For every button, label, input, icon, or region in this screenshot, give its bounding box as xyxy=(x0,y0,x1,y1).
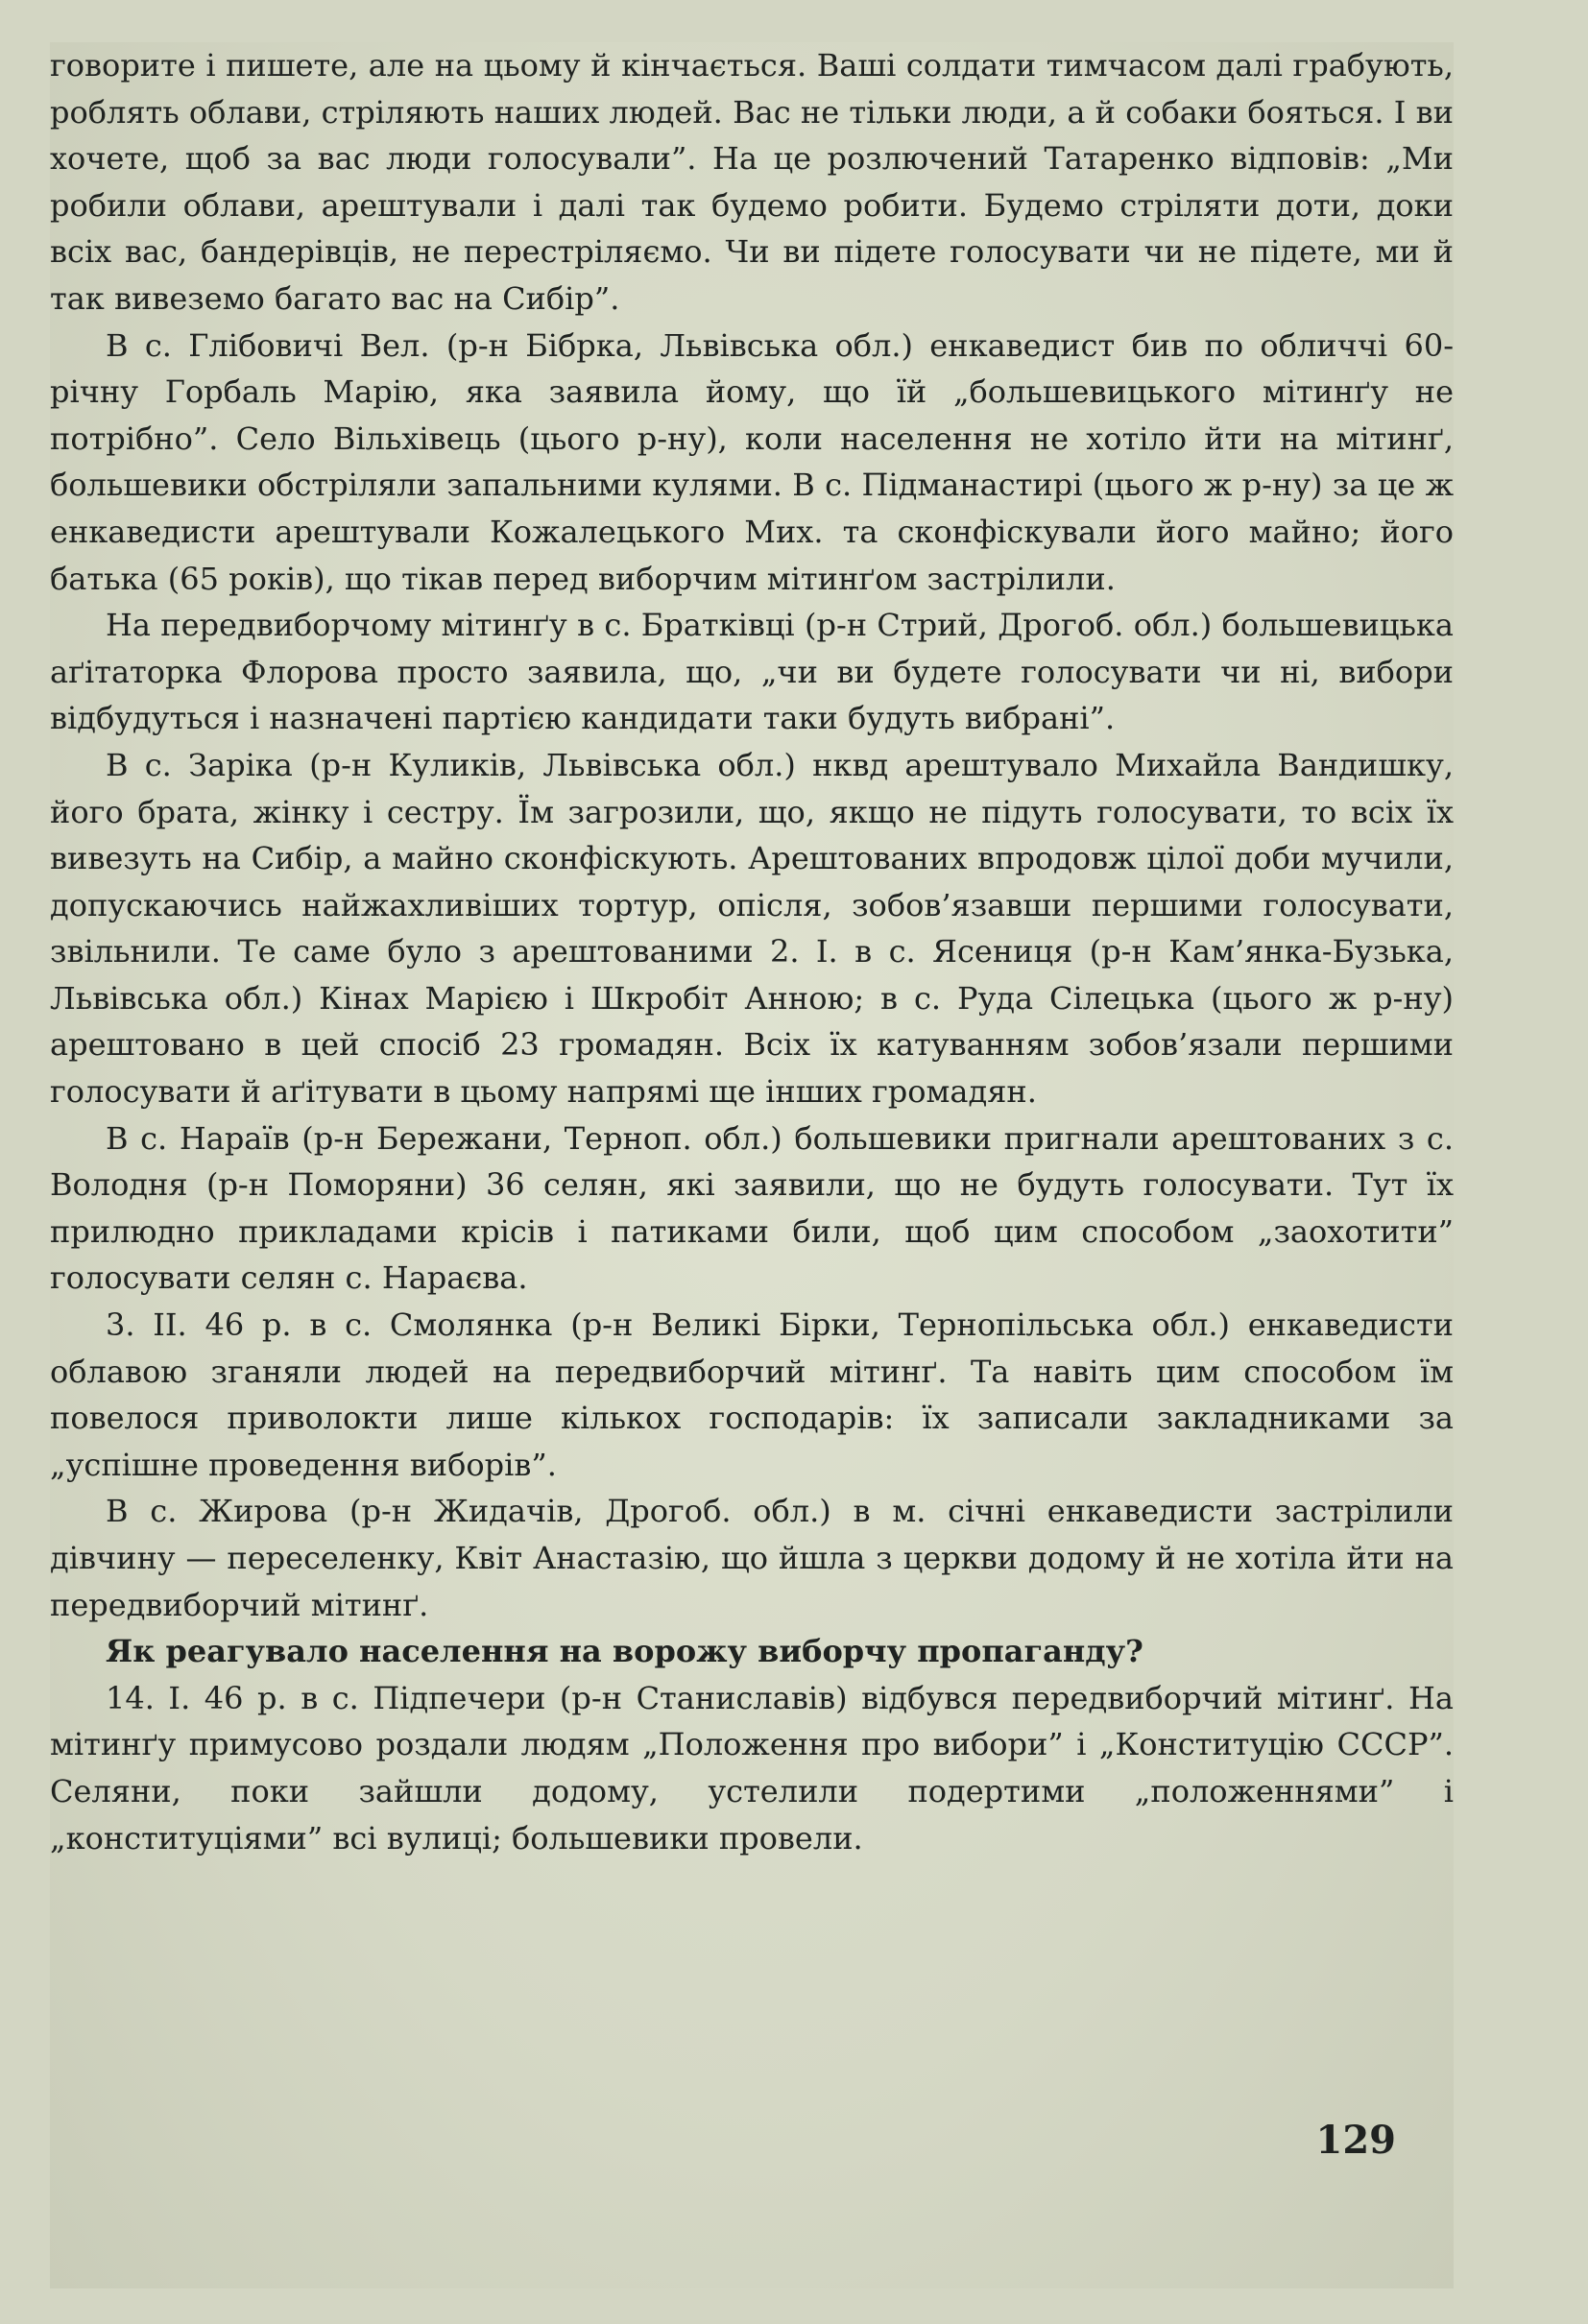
paragraph-3: На передвиборчому мітинґу в с. Братківці (р-н Стрий, Дрогоб. обл.) большевицька аґітаторка Флорова просто заявила, що, „чи ви будете голосувати чи ні, вибори відбудуться і назначені партією кандидати таки будуть вибрані”. xyxy=(50,607,1454,737)
book-page xyxy=(50,42,1454,2288)
paragraph-7: В с. Жирова (р-н Жидачів, Дрогоб. обл.) в м. січні енкаведисти застрілили дівчину — переселенку, Квіт Анастазію, що йшла з церкви додому й не хотіла йти на передвиборчий мітинґ. xyxy=(50,1493,1454,1623)
body-text xyxy=(50,42,1454,1861)
paragraph-6: 3. ІІ. 46 р. в с. Смолянка (р-н Великі Бірки, Тернопільська обл.) енкаведисти облавою зганяли людей на передвиборчий мітинґ. Та навіть цим способом їм повелося приволокти лише кількох господарів: їх записали закладниками за „успішне проведення виборів”. xyxy=(50,1306,1454,1483)
page-number: 129 xyxy=(1315,2118,1396,2163)
paragraph-2: В с. Глібовичі Вел. (р-н Бібрка, Львівська обл.) енкаведист бив по обличчі 60-річну Горбаль Марію, яка заявила йому, що їй „большевицького мітинґу не потрібно”. Село Вільхівець (цього р-ну), коли населення не хотіло йти на мітинґ, большевики обстріляли запальними кулями. В с. Підманастирі (цього ж р-ну) за це ж енкаведисти арештували Кожалецького Мих. та сконфіскували його майно; його батька (65 років), що тікав перед виборчим мітинґом застрілили. xyxy=(50,326,1454,597)
paragraph-5: В с. Нараїв (р-н Бережани, Терноп. обл.) большевики пригнали арештованих з с. Володня (р-н Поморяни) 36 селян, які заявили, що не будуть голосувати. Тут їх прилюдно прикладами крісів і патиками били, щоб цим способом „заохотити” голосувати селян с. Нараєва. xyxy=(50,1119,1454,1297)
paragraph-9: 14. І. 46 р. в с. Підпечери (р-н Станиславів) відбувся передвиборчий мітинґ. На мітинґу примусово роздали людям „Положення про вибори” і „Конституцію СССР”. Селяни, поки зайшли додому, устелили подертими „положеннями” і „конституціями” всі вулиці; большевики провели. xyxy=(50,1679,1454,1857)
paragraph-4: В с. Заріка (р-н Куликів, Львівська обл.) нквд арештувало Михайла Вандишку, його брата, жінку і сестру. Їм загрозили, що, якщо не підуть голосувати, то всіх їх вивезуть на Сибір, а майно сконфіскують. Арештованих впродовж цілої доби мучили, допускаючись найжахливіших тортур, опісля, зобов’язавши першими голосувати, звільнили. Те саме було з арештованими 2. І. в с. Ясениця (р-н Кам’янка-Бузька, Львівська обл.) Кінах Марією і Шкробіт Анною; в с. Руда Сілецька (цього ж р-ну) арештовано в цей спосіб 23 громадян. Всіх їх катуванням зобов’язали першими голосувати й аґітувати в цьому напрямі ще інших громадян. xyxy=(50,746,1454,1111)
paragraph-1: говорите і пишете, але на цьому й кінчається. Ваші солдати тимчасом далі грабують, роблять облави, стріляють наших людей. Вас не тільки люди, а й собаки бояться. І ви хочете, щоб за вас люди голосували”. На це розлючений Татаренко відповів: „Ми робили облави, арештували і далі так будемо робити. Будемо стріляти доти, доки всіх вас, бандерівців, не перестріляємо. Чи ви підете голосувати чи не підете, ми й так вивеземо багато вас на Сибір”. xyxy=(50,47,1454,317)
section-heading: Як реагувало населення на ворожу виборчу пропаганду? xyxy=(106,1633,1143,1670)
